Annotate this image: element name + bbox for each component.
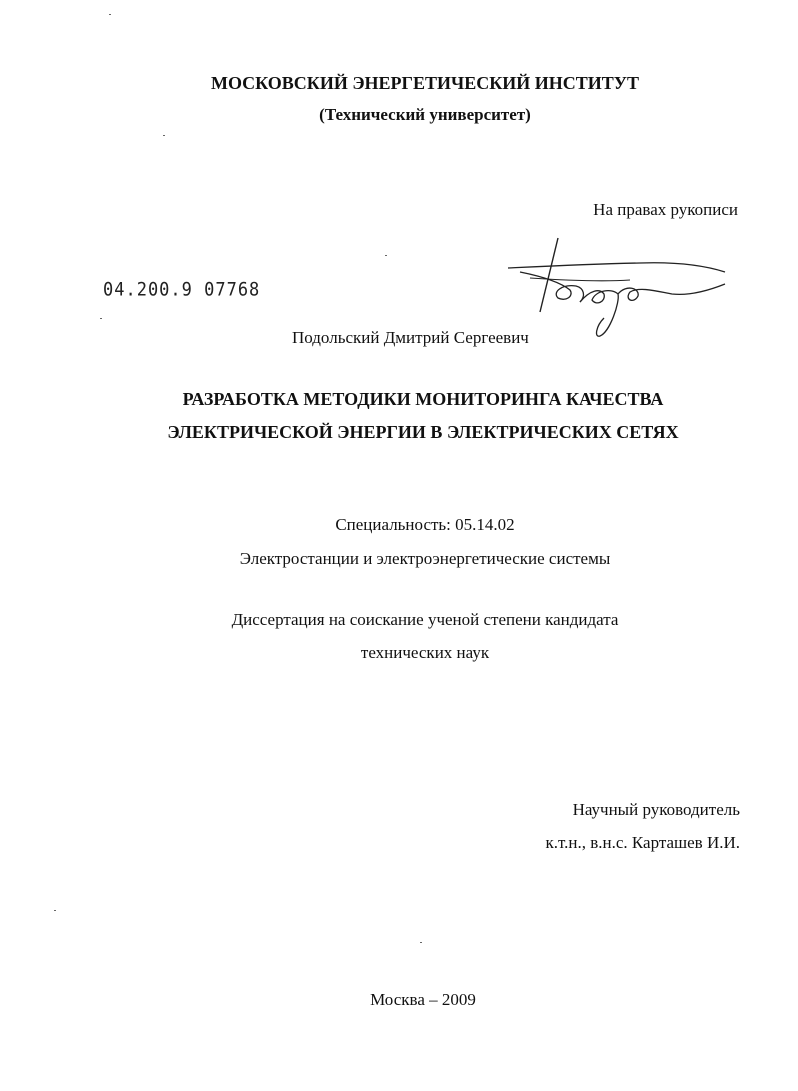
scan-speck [163,135,165,136]
specialty-name: Электростанции и электроэнергетические системы [239,549,611,568]
dissertation-title-line-1: РАЗРАБОТКА МЕТОДИКИ МОНИТОРИНГА КАЧЕСТВА [182,389,664,409]
manuscript-note: На правах рукописи [593,200,738,219]
scan-speck [100,318,102,319]
author-name: Подольский Дмитрий Сергеевич [292,328,529,347]
city-year: Москва – 2009 [370,990,476,1009]
signature-icon [500,232,730,342]
library-stamp-number: 04.200.9 07768 [103,279,261,301]
dissertation-degree-line-1: Диссертация на соискание ученой степени кандидата [231,610,619,629]
scan-speck [420,942,422,943]
scan-speck [54,910,56,911]
supervisor-name: к.т.н., в.н.с. Карташев И.И. [545,833,740,852]
dissertation-degree-line-2: технических наук [360,643,490,662]
institute-name: МОСКОВСКИЙ ЭНЕРГЕТИЧЕСКИЙ ИНСТИТУТ [210,73,640,93]
dissertation-title-line-2: ЭЛЕКТРИЧЕСКОЙ ЭНЕРГИИ В ЭЛЕКТРИЧЕСКИХ СЕТЯХ [167,422,679,442]
scan-speck [385,255,387,256]
institute-subtitle: (Технический университет) [319,105,531,124]
specialty-code: Специальность: 05.14.02 [335,515,515,534]
supervisor-label: Научный руководитель [572,800,740,819]
scan-speck [109,14,111,15]
